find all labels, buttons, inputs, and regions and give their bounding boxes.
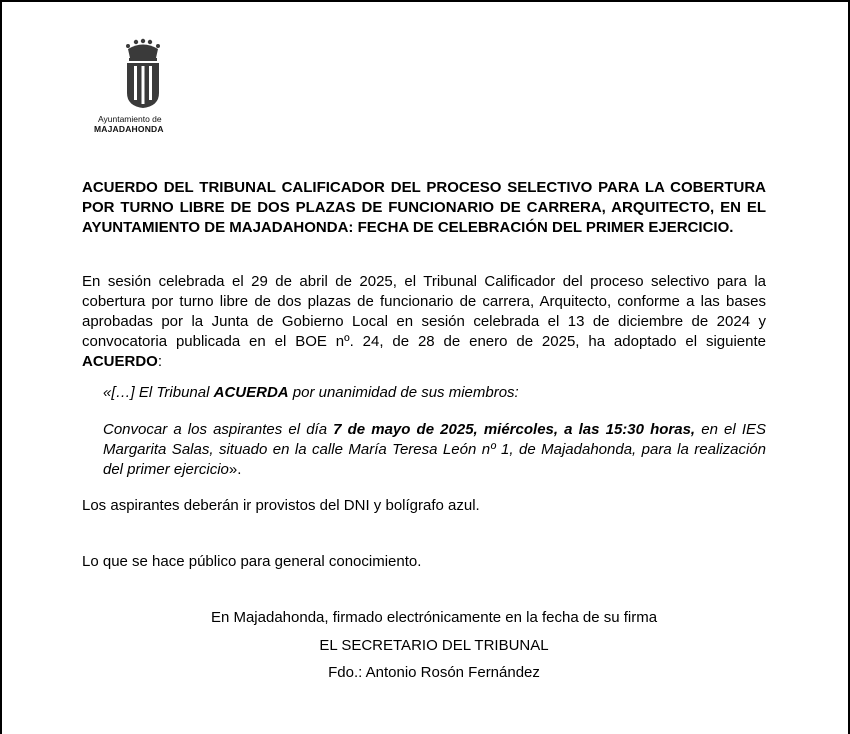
signature-name: Fdo.: Antonio Rosón Fernández xyxy=(328,664,540,681)
quote2-close: ». xyxy=(228,461,242,478)
quote1-post: por unanimidad de sus miembros: xyxy=(288,384,519,401)
quote1-bold: ACUERDA xyxy=(213,384,289,401)
logo-line1: Ayuntamiento de xyxy=(98,114,162,124)
publication-text: Lo que se hace público para general conocimiento. xyxy=(82,553,422,570)
crest-icon xyxy=(118,38,168,110)
intro-bold: ACUERDO xyxy=(82,353,158,370)
intro-text: En sesión celebrada el 29 de abril de 2025, el Tribunal Calificador del proceso selectivo para la cobertura por turno libre de dos plazas de funcionario de carrera, Arquitecto, conforme a las bases aprobadas por la Junta de Gobierno Local en sesión celebrada el 13 de diciembre de 2024 y convocatoria publicada en el BOE nº. 24, de 28 de enero de 2025, ha adoptado el siguiente xyxy=(82,273,766,350)
quote1-pre: «[…] El Tribunal xyxy=(103,384,214,401)
signature-place: En Majadahonda, firmado electrónicamente en la fecha de su firma xyxy=(210,609,658,626)
requirements-text: Los aspirantes deberán ir provistos del DNI y bolígrafo azul. xyxy=(82,497,480,514)
quote-line-1 xyxy=(103,383,519,403)
logo-line2: MAJADAHONDA xyxy=(94,124,164,134)
intro-paragraph xyxy=(82,272,766,372)
signature-role: EL SECRETARIO DEL TRIBUNAL xyxy=(319,637,549,654)
intro-tail: : xyxy=(157,353,163,370)
document-title: ACUERDO DEL TRIBUNAL CALIFICADOR DEL PROCESO SELECTIVO PARA LA COBERTURA POR TURNO LIBRE DE DOS PLAZAS DE FUNCIONARIO DE CARRERA, ARQUITECTO, EN EL AYUNTAMIENTO DE MAJADAHONDA: FECHA DE CELEBRACIÓN DEL PRIMER EJERCICIO. xyxy=(82,179,766,236)
quote-paragraph xyxy=(103,420,766,480)
logo xyxy=(94,38,194,134)
quote2-bold: 7 de mayo de 2025, miércoles, a las 15:30 horas, xyxy=(333,421,696,438)
quote2-post: en el IES Margarita Salas, situado en la calle María Teresa León nº 1, de Majadahonda, para la realización del primer ejercicio xyxy=(103,421,767,478)
quote2-pre: Convocar a los aspirantes el día xyxy=(103,421,334,438)
